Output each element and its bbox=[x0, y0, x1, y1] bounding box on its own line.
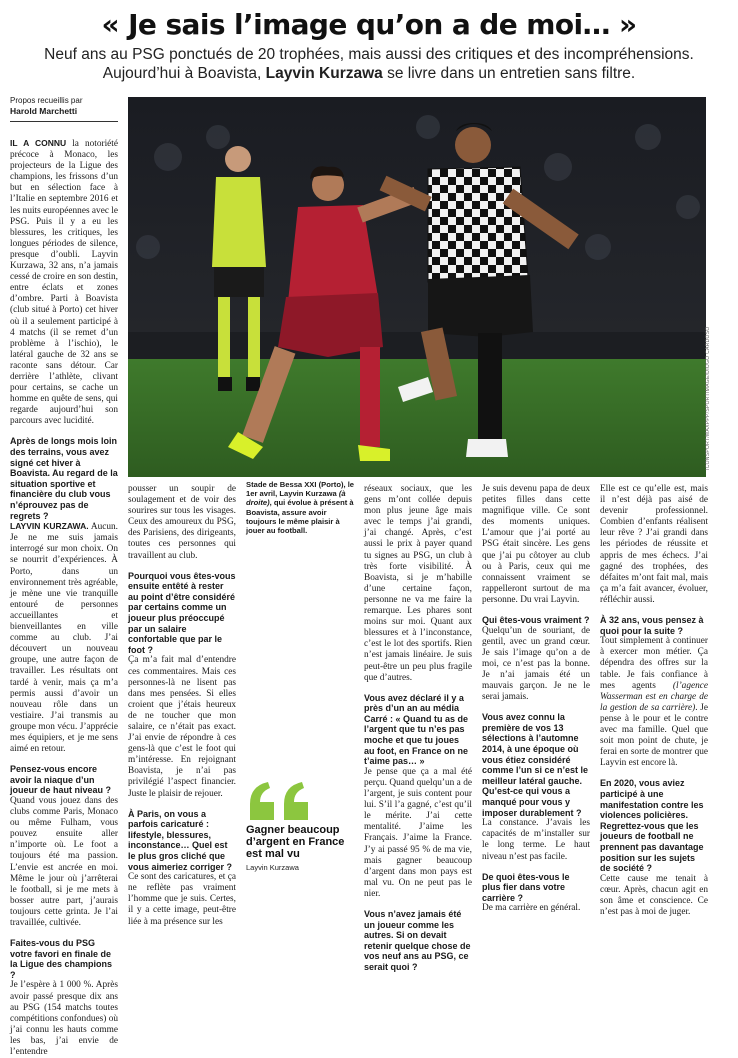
question: À 32 ans, vous pensez à quoi pour la suite ? bbox=[600, 615, 704, 636]
answer: Je pense que ça a mal été perçu. Quand quelqu’un a de l’argent, je suis content pour lui. S’il l’a gagné, c’est qu’il le mérite. J’ai cette mentalité. J’aime les Français. J’aime la France. J’y ai passé 95 % de ma vie, mais gagner beaucoup d’argent dans mon pays est mal vu. On ne peut pas le nier. bbox=[364, 766, 472, 899]
column-3 bbox=[364, 484, 472, 972]
paragraph: Elle est ce qu’elle est, mais il n’est déjà pas aisé de devenir professionnel. Combien d’enfants réalisent leur rêve ? J’ai grandi dans les périodes de réussite et appris de mes échecs. J’ai gagné des trophées, des défaites m’ont fait mal, mais ça m’a fait avancer, évoluer, réfléchir aussi. bbox=[600, 484, 708, 605]
question: De quoi êtes-vous le plus fier dans votre carrière ? bbox=[482, 871, 570, 903]
intro-lead: IL A CONNU bbox=[10, 138, 67, 148]
answer: Quand vous jouez dans des clubs comme Paris, Monaco ou même Fulham, vous pouvez ensuite aller n’importe où. Le foot a toujours été ma passion. L’envie est ancrée en moi. Même le jour où j’arrêterai le football, si je me mets à bosser autre part, j’aurais toujours cette grinta. Je l’ai travaillée, cultivée. bbox=[10, 795, 118, 928]
answer: Quelqu’un de souriant, de gentil, avec un grand cœur. Je sais l’image qu’on a de moi, ce n’est pas la bonne. Je n’ai jamais été un mauvais garçon. Je ne le serai jamais. bbox=[482, 625, 590, 703]
question: Vous n’avez jamais été un joueur comme les autres. Si on devait retenir quelque chose de vos neuf ans au PSG, ce serait quoi ? bbox=[364, 908, 471, 972]
column-5 bbox=[600, 484, 708, 917]
pull-quote-text: Gagner beaucoup d’argent en France est mal vu bbox=[246, 824, 345, 860]
quote-mark-icon bbox=[246, 780, 316, 820]
byline bbox=[10, 96, 118, 116]
column-4 bbox=[482, 484, 590, 914]
question: Faites-vous du PSG votre favori en finale de la Ligue des champions ? bbox=[10, 938, 113, 980]
interviewee-name: LAYVIN KURZAWA. bbox=[10, 521, 89, 532]
answer: De ma carrière en général. bbox=[482, 903, 581, 914]
photo-credit: ICONSPORT/MAXPPP/SPORTIMAGE/DIOGO CARDOSO bbox=[705, 326, 711, 470]
question: Pourquoi vous êtes-vous ensuite entêté à rester au point d’être considéré par certains comme un joueur plus préoccupé par un salaire confortable que par le foot ? bbox=[128, 570, 236, 655]
question: En 2020, vous aviez participé à une manifestation contre les violences policières. Regrettez-vous que les joueurs de football ne prennent pas davantage position sur les sujets de société ? bbox=[600, 778, 704, 874]
question: Qui êtes-vous vraiment ? bbox=[482, 615, 590, 626]
subtitle-line-2: Aujourd’hui à Boavista, Layvin Kurzawa se livre dans un entretien sans filtre. bbox=[102, 65, 636, 82]
answer: LAYVIN KURZAWA. Aucun. Je ne me suis jamais interrogé sur mon choix. On se nourrit d’expériences. À Porto, dans un environnement très agréable, je mène une vie tranquille entouré de personnes accueillantes et bienveillantes en ville comme au club. J’ai découvert un nouveau groupe, une autre façon de travailler. Les résultats ont tardé à venir, mais ça m’a permis aussi d’avoir un nouveau rôle dans un vestiaire. J’ai transmis au groupe mon vécu. J’apprécie mes équipiers, et je me sens aimé en retour. bbox=[10, 521, 118, 755]
answer: La constance. J’avais les capacités de m’installer sur le long terme. Le haut niveau n’est pas facile. bbox=[482, 818, 590, 862]
photo-caption: Stade de Bessa XXI (Porto), le 1er avril, Layvin Kurzawa (à droite), qui évolue à présent à Boavista, assure avoir toujours le même plaisir à jouer au football. bbox=[246, 480, 355, 536]
headline: « Je sais l’image qu’on a de moi… » bbox=[101, 8, 637, 41]
question: Vous avez connu la première de vos 13 sélections à l’automne 2014, à une époque où vous étiez considéré comme l’un si ce n’est le meilleur latéral gauche. Qu’est-ce qui vous a manqué pour vous y imposer durablement ? bbox=[482, 712, 589, 818]
column-1 bbox=[10, 138, 119, 1057]
question: Vous avez déclaré il y a près d’un an au média Carré : « Quand tu as de l’argent que tu n’es pas moche et que tu joues au foot, en France on ne t’aime pas… » bbox=[364, 692, 469, 767]
pull-quote bbox=[246, 780, 358, 872]
question: Pensez-vous encore avoir la niaque d’un joueur de haut niveau ? bbox=[10, 764, 112, 796]
byline-author: Harold Marchetti bbox=[10, 106, 78, 116]
answer: Cette cause me tenait à cœur. Après, chacun agit en son âme et conscience. Ce n’est pas à moi de juger. bbox=[600, 873, 708, 917]
question: À Paris, on vous a parfois caricaturé : lifestyle, blessures, inconstance… Quel est le plus gros cliché que vous aimeriez corriger ? bbox=[128, 808, 233, 872]
answer: Je l’espère à 1 000 %. Après avoir passé presque dix ans au PSG (154 matchs toutes compétitions confondues) où j’ai connu les hauts comme les bas, j’ai envie de l’entendre bbox=[10, 980, 118, 1057]
intro-paragraph: IL A CONNU la notoriété précoce à Monaco, les projecteurs de la Ligue des champions, les frissons d’un but en sélection face à l’Italie en septembre 2016 et les nuits européennes avec le PSG. Puis il y a eu les blessures, les critiques, les longues périodes de silence, presque d’oubli. Layvin Kurzawa, 32 ans, n’a jamais cessé de croire en son destin, entre éclats et zones d’ombre. Parti à Boavista (club situé à Porto) cet hiver où il a seulement participé à 4 matchs (il se remet d’un problème à l’ischio), le latéral gauche de 32 ans se raconte sans détour. Car derrière l’athlète, clivant pour certains, se cache un homme en quête de sens, qui regarde aujourd’hui son parcours avec lucidité. bbox=[10, 138, 119, 427]
answer: Tout simplement à continuer à exercer mon métier. Ça dépendra des offres sur la table. Je fais confiance à mes agents (l’agence Wasserman est en charge de la gestion de sa carrière). Je pense à le pour et le contre avec ma famille. Quel que soit mon point de chute, je ferai en sorte de montrer que Layvin est encore là. bbox=[600, 636, 708, 769]
byline-rule bbox=[10, 121, 118, 122]
subtitle-name: Layvin Kurzawa bbox=[265, 65, 383, 82]
answer: Ce sont des caricatures, et ça ne reflète pas vraiment l’homme que je suis. Certes, il y a cette image, peut-être liée à ma présence sur les bbox=[128, 872, 236, 927]
paragraph: Je suis devenu papa de deux petites filles dans cette magnifique ville. Ce sont des moments uniques. L’amour que j’ai porté au PSG était sincère. Les gens que j’ai pu côtoyer au club ou à Paris, ceux qui me connaissent vraiment se rappelleront surtout de ma personne. Du vrai Layvin. bbox=[482, 484, 590, 605]
subtitle-line-1: Neuf ans au PSG ponctués de 20 trophées, mais aussi des critiques et des incompréhensions. bbox=[44, 46, 694, 63]
answer: Ça m’a fait mal d’entendre ces commentaires. Mais ces personnes-là ne lisent pas dans mes pensées. Si elles croient que j’étais heureux de ne toucher que mon salaire, ce n’était pas exact. J’ai envie de répondre à ces gens-là que c’est le foot qui m’intéresse. En rejoignant Boavista, je n’ai pas privilégié l’aspect financier. Juste le plaisir de rejouer. bbox=[128, 655, 236, 799]
paragraph: pousser un soupir de soulagement et de voir des sourires sur tous les visages. Ceux des amoureux du PSG, des Parisiens, des dirigeants, toutes ces personnes qui travaillent au club. bbox=[128, 484, 236, 561]
paragraph: réseaux sociaux, que les gens m’ont collée depuis mon plus jeune âge mais avec le temps j’ai grandi, j’ai changé. Après, c’est aussi le prix à payer quand tu signes au PSG, un club à très forte visibilité. À Boavista, si je m’habille d’une certaine façon, personne ne va me faire la remarque. Les phares sont moins sur moi. Quant aux blessures et à l’inconstance, c’est le lot des sportifs. Rien n’est jamais linéaire. Je suis peut-être un peu plus fragile que d’autres. bbox=[364, 484, 472, 683]
match-photo bbox=[128, 97, 706, 477]
question: Après de longs mois loin des terrains, vous avez signé cet hiver à Boavista. Au regard de la situation sportive et financière du club vous n’éprouvez pas de regrets ? bbox=[10, 436, 118, 521]
byline-label: Propos recueillis par bbox=[10, 96, 83, 105]
pull-quote-author: Layvin Kurzawa bbox=[246, 863, 299, 872]
column-2 bbox=[128, 484, 236, 927]
